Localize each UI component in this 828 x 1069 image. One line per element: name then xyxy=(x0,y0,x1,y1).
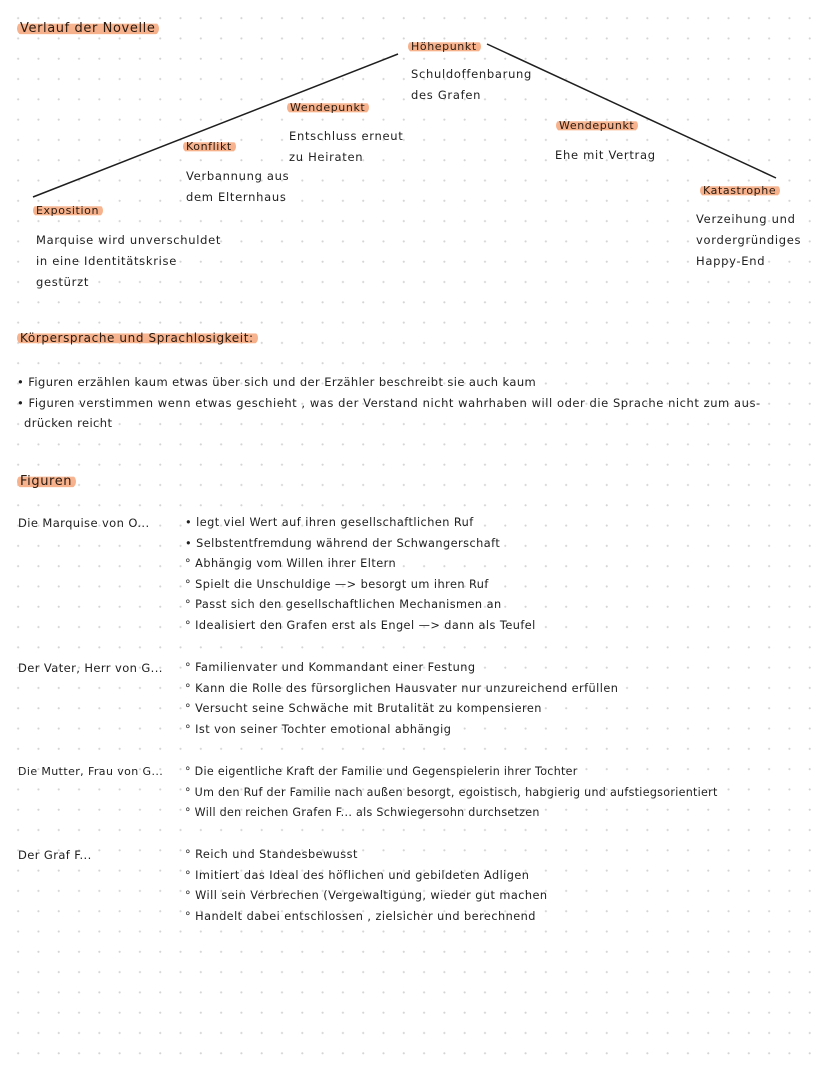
node-wendepunkt1-label: Wendepunkt xyxy=(287,101,369,114)
node-katastrophe-text: Verzeihung und vordergründiges Happy-End xyxy=(696,212,802,268)
section-title-verlauf: Verlauf der Novelle xyxy=(17,21,159,36)
node-exposition-label: Exposition xyxy=(33,204,103,217)
trait-item: ° Versucht seine Schwäche mit Brutalität zu kompensieren xyxy=(185,702,542,716)
trait-item: ° Spielt die Unschuldige —> besorgt um ihren Ruf xyxy=(185,577,489,591)
trait-item: ° Idealisiert den Grafen erst als Engel —> dann als Teufel xyxy=(185,618,536,632)
character-name-mutter: Die Mutter, Frau von G... xyxy=(18,765,164,778)
node-konflikt-label: Konflikt xyxy=(183,140,236,153)
node-hoehepunkt-label: Höhepunkt xyxy=(408,40,481,53)
trait-item: ° Will sein Verbrechen (Vergewaltigung, wieder gut machen xyxy=(185,889,548,903)
node-hoehepunkt-text: Schuldoffenbarung des Grafen xyxy=(411,67,533,102)
node-konflikt-text: Verbannung aus dem Elternhaus xyxy=(186,169,290,204)
trait-item: ° Imitiert das Ideal des höflichen und gebildeten Adligen xyxy=(185,868,530,882)
trait-item: ° Abhängig vom Willen ihrer Eltern xyxy=(185,557,397,571)
trait-item: ° Handelt dabei entschlossen , zielsicher und berechnend xyxy=(185,909,536,923)
trait-item: ° Will den reichen Grafen F... als Schwiegersohn durchsetzen xyxy=(185,806,540,820)
node-wendepunkt1-text: Entschluss erneut zu Heiraten xyxy=(289,129,404,164)
bullet-item: • Figuren erzählen kaum etwas über sich und der Erzähler beschreibt sie auch kaum xyxy=(17,375,537,389)
trait-item: • legt viel Wert auf ihren gesellschaftlichen Ruf xyxy=(185,516,474,529)
trait-item: ° Um den Ruf der Familie nach außen besorgt, egoistisch, habgierig und aufstiegsorientiert xyxy=(185,785,718,799)
bullet-item-continuation: drücken reicht xyxy=(24,416,113,430)
koerpersprache-bullets xyxy=(17,372,761,434)
trait-item: ° Ist von seiner Tochter emotional abhängig xyxy=(185,722,452,736)
trait-item: • Selbstentfremdung während der Schwangerschaft xyxy=(185,536,501,550)
trait-item: ° Reich und Standesbewusst xyxy=(185,848,358,861)
character-traits-marquise xyxy=(185,513,536,637)
character-traits-vater xyxy=(185,658,618,740)
trait-item: ° Kann die Rolle des fürsorglichen Hausvater nur unzureichend erfüllen xyxy=(185,681,619,695)
node-wendepunkt2-label: Wendepunkt xyxy=(556,119,638,132)
character-name-vater: Der Vater, Herr von G... xyxy=(18,661,163,675)
bullet-item: • Figuren verstimmen wenn etwas geschieht , was der Verstand nicht wahrhaben will oder die Sprache nicht zum aus- xyxy=(17,395,761,410)
section-title-figuren: Figuren xyxy=(17,474,76,489)
character-name-marquise: Die Marquise von O... xyxy=(18,516,150,530)
character-name-graf: Der Graf F... xyxy=(18,848,92,862)
node-wendepunkt2-text: Ehe mit Vertrag xyxy=(555,148,656,162)
node-katastrophe-label: Katastrophe xyxy=(700,184,780,197)
section-title-koerpersprache: Körpersprache und Sprachlosigkeit: xyxy=(17,331,258,345)
character-traits-mutter xyxy=(185,762,718,824)
node-exposition-text: Marquise wird unverschuldet in eine Identitätskrise gestürzt xyxy=(36,233,222,289)
character-traits-graf xyxy=(185,845,548,927)
trait-item: ° Die eigentliche Kraft der Familie und Gegenspielerin ihrer Tochter xyxy=(185,765,578,778)
trait-item: ° Familienvater und Kommandant einer Festung xyxy=(185,661,476,674)
trait-item: ° Passt sich den gesellschaftlichen Mechanismen an xyxy=(185,598,502,612)
